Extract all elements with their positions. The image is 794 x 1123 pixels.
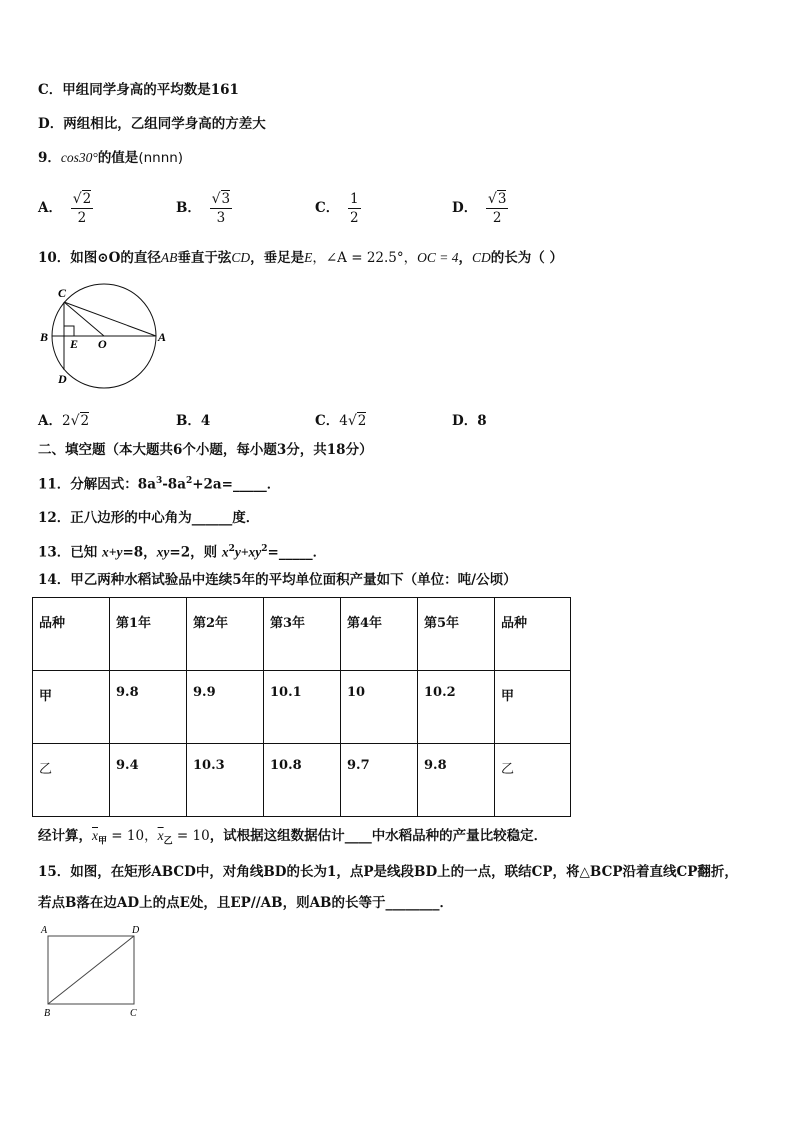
q13: 13．已知 x+y=8，xy=2，则 $x^2y+xy^2=\_\_\_\_\_$． [38,544,327,561]
header-cell: 品种 [33,598,110,671]
table-cell: 乙 [33,744,110,817]
segment-co [64,302,104,336]
label-o: O [98,337,107,351]
label-c: C [58,286,67,300]
table-cell: 10.1 [264,671,341,744]
q10-option-b: B．4 [176,413,211,429]
q15-line2: 若点B落在边AD上的点E处，且EP//AB，则AB的长等于________． [38,895,453,911]
header-cell: 第1年 [110,598,187,671]
label-b: B [44,1008,51,1019]
diagonal-bd [48,936,134,1004]
q8-option-d: D．两组相比，乙组同学身高的方差大 [38,116,266,132]
q10-stem: 10．如图⊙O的直径AB垂直于弦CD，垂足是E，∠A = 22.5°，OC = 4，CD的长为（ ） [38,250,563,266]
label-d: D [58,372,67,386]
q11: 11．分解因式：$8a^3-8a^2+2a=\_\_\_\_\_$． [38,476,281,493]
right-angle-mark [64,326,74,336]
q10-circle-figure [36,280,176,392]
table-cell: 9.8 [418,744,495,817]
q15-rectangle-figure [38,922,148,1020]
table-row [33,671,571,744]
label-a: A [158,330,167,344]
q9-expression: cos30° [60,150,98,165]
table-cell: 9.8 [110,671,187,744]
q9-stem [38,148,183,168]
q15-line1: 15．如图，在矩形ABCD中，对角线BD的长为1，点P是线段BD上的一点，联结CP，将△BCP沿着直线CP翻折， [38,864,738,880]
label-d: D [132,925,140,936]
q12-blank[interactable]: ______ [191,510,233,526]
table-cell: 10.2 [418,671,495,744]
table-cell: 10.8 [264,744,341,817]
table-cell: 甲 [495,671,571,744]
q15-blank[interactable]: ________ [385,895,440,911]
q12: 12．正八边形的中心角为______度． [38,510,260,526]
q9-paren: (nnnn) [138,150,184,166]
q10-option-c: C．4√2 [315,413,367,429]
table-cell: 甲 [33,671,110,744]
table-cell: 9.9 [187,671,264,744]
table-cell: 9.7 [341,744,418,817]
q10-option-a: A．2√2 [38,413,90,429]
table-cell: 10 [341,671,418,744]
q14-conclusion: 经计算，$\overline{x}_甲 = 10$，$\overline{x}_乙 = 10$，试根据这组数据估计____中水稻品种的产量比较稳定． [38,828,548,847]
q8-option-c: C．甲组同学身高的平均数是161 [38,82,239,98]
label-c: C [130,1008,137,1019]
q9-number: 9． [38,150,61,166]
table-cell: 9.4 [110,744,187,817]
header-cell: 品种 [495,598,571,671]
q10-option-d: D．8 [452,413,487,429]
q9-option-b: B． $\frac{√3}{3}$ [176,191,231,226]
fraction: $\frac{1}{2}$ [349,191,359,226]
label-e: E [70,337,79,351]
q14-table [32,597,571,817]
label-b: B [40,330,49,344]
header-cell: 第4年 [341,598,418,671]
fraction: $\frac{√3}{3}$ [211,191,231,226]
q9-option-a: A． $\frac{√2}{2}$ [38,191,92,226]
header-cell: 第3年 [264,598,341,671]
q9-option-d: D． $\frac{√3}{2}$ [452,191,507,226]
q14-blank[interactable]: ____ [344,828,372,844]
segment-ca [64,302,156,336]
q13-blank[interactable]: _____ [278,544,313,561]
q14-title: 14．甲乙两种水稻试验品中连续5年的平均单位面积产量如下（单位：吨/公顷） [38,572,517,588]
q11-blank[interactable]: _____ [232,476,267,493]
header-cell: 第5年 [418,598,495,671]
fraction: $\frac{√2}{2}$ [72,191,92,226]
label-a: A [41,925,48,936]
table-row [33,744,571,817]
table-header-row [33,598,571,671]
table-cell: 10.3 [187,744,264,817]
q9-text: 的值是 [97,150,139,166]
header-cell: 第2年 [187,598,264,671]
fraction: $\frac{√3}{2}$ [487,191,507,226]
section-2-heading: 二、填空题（本大题共6个小题，每小题3分，共18分） [38,442,373,458]
table-cell: 乙 [495,744,571,817]
q9-option-c: C． $\frac{1}{2}$ [315,191,359,226]
